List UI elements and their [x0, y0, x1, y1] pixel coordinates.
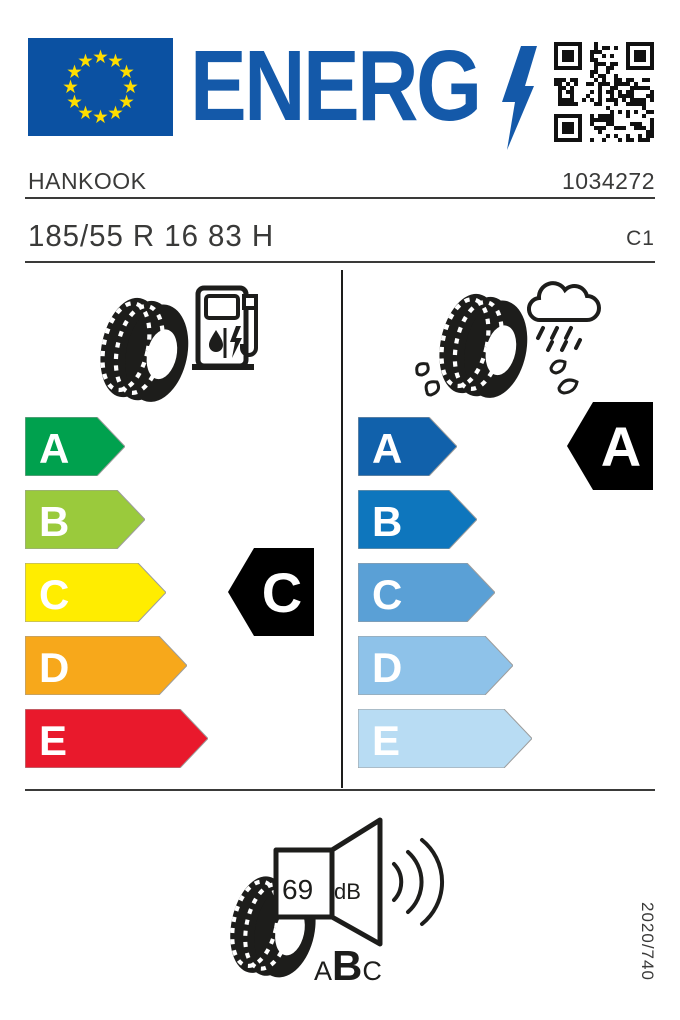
tire-loudspeaker-icon [222, 812, 522, 990]
column-divider [341, 270, 343, 788]
svg-text:D: D [372, 644, 403, 691]
svg-text:E: E [372, 717, 401, 764]
brand-name: HANKOOK [28, 168, 147, 194]
fuel-class-row-d [25, 636, 187, 695]
wet-class-row-a [358, 417, 457, 476]
fuel-class-row-b [25, 490, 145, 549]
tire-class: C1 [626, 227, 655, 250]
tire-rain-cloud-icon [413, 276, 613, 411]
fuel-class-row-c [25, 563, 166, 622]
noise-value: 69 [282, 874, 314, 905]
divider-rule-size [25, 261, 655, 263]
energ-logo-text: ENERG [190, 30, 480, 142]
divider-rule-top [25, 197, 655, 199]
divider-rule-bottom [25, 789, 655, 791]
wet-class-row-e [358, 709, 532, 768]
wet-class-row-d [358, 636, 513, 695]
regulation-number: 2020/740 [638, 902, 657, 981]
svg-text:B: B [372, 498, 403, 545]
article-number: 1034272 [561, 168, 655, 194]
svg-text:A: A [372, 425, 403, 472]
noise-rating: B [332, 942, 363, 989]
fuel-class-row-a [25, 417, 125, 476]
svg-text:D: D [39, 644, 70, 691]
svg-text:C: C [39, 571, 70, 618]
qr-code [552, 40, 656, 144]
eu-flag-icon [28, 38, 173, 136]
fuel-rating-indicator [228, 548, 314, 636]
noise-scale: ABC [314, 942, 382, 989]
svg-text:C: C [372, 571, 403, 618]
lightning-bolt-icon [500, 46, 538, 150]
tire-fuel-pump-icon [88, 278, 268, 410]
svg-text:A: A [39, 425, 70, 472]
fuel-class-row-e [25, 709, 208, 768]
wet-class-row-c [358, 563, 495, 622]
wet-class-row-b [358, 490, 477, 549]
tire-size: 185/55 R 16 83 H [28, 218, 275, 253]
svg-text:C: C [261, 561, 303, 624]
svg-text:E: E [39, 717, 68, 764]
svg-text:B: B [39, 498, 70, 545]
noise-unit: dB [334, 879, 361, 904]
wet-rating-indicator [567, 402, 653, 490]
svg-text:A: A [600, 415, 642, 478]
